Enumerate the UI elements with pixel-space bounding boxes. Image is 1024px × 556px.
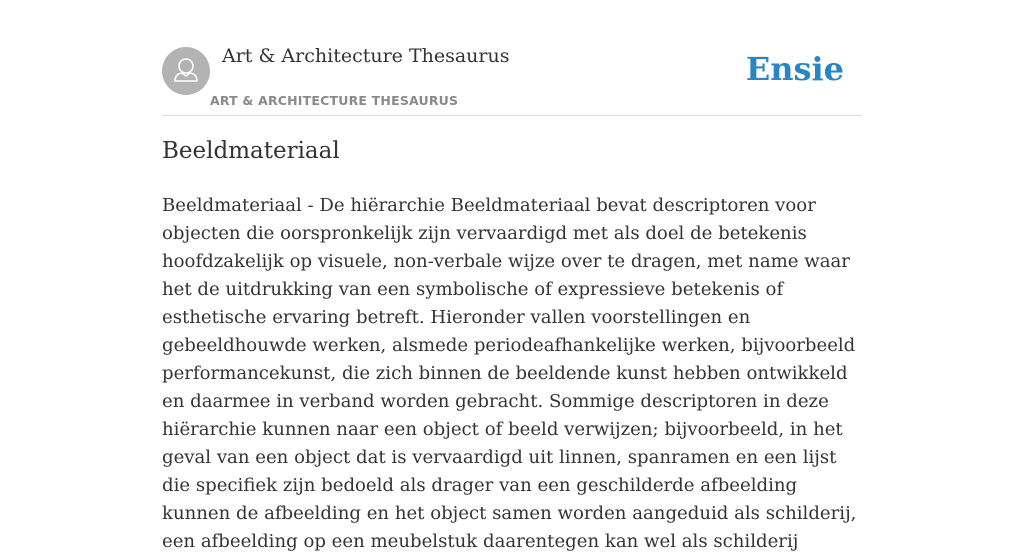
brand-logo-link[interactable]: Ensie — [745, 50, 844, 88]
term-title: Beeldmateriaal — [162, 138, 340, 164]
header — [162, 0, 862, 116]
source-title-link[interactable]: Art & Architecture Thesaurus — [222, 45, 510, 67]
article-page — [162, 0, 862, 552]
avatar[interactable] — [162, 47, 210, 95]
source-subtitle: ART & ARCHITECTURE THESAURUS — [210, 93, 459, 108]
user-icon — [162, 47, 210, 95]
term-definition: Beeldmateriaal - De hiërarchie Beeldmateriaal bevat descriptoren voor objecten die oorspronkelijk zijn vervaardigd met als doel de betekenis hoofdzakelijk op visuele, non-verbale wijze over te dragen, met name waar het de uitdrukking van een symbolische of expressieve betekenis of esthetische ervaring betreft. Hieronder vallen voorstellingen en gebeeldhouwde werken, alsmede periodeafhankelijke werken, bijvoorbeeld performancekunst, die zich binnen de beeldende kunst hebben ontwikkeld en daarmee in verband worden gebracht. Sommige descriptoren in deze hiërarchie kunnen naar een object of beeld verwijzen; bijvoorbeeld, in het geval van een object dat is vervaardigd uit linnen, spanramen en een lijst die specifiek zijn bedoeld als drager van een geschilderde afbeelding kunnen de afbeelding en het object samen worden aangeduid als schilderij, een afbeelding op een meubelstuk daarentegen kan wel als schilderij — [162, 195, 857, 552]
